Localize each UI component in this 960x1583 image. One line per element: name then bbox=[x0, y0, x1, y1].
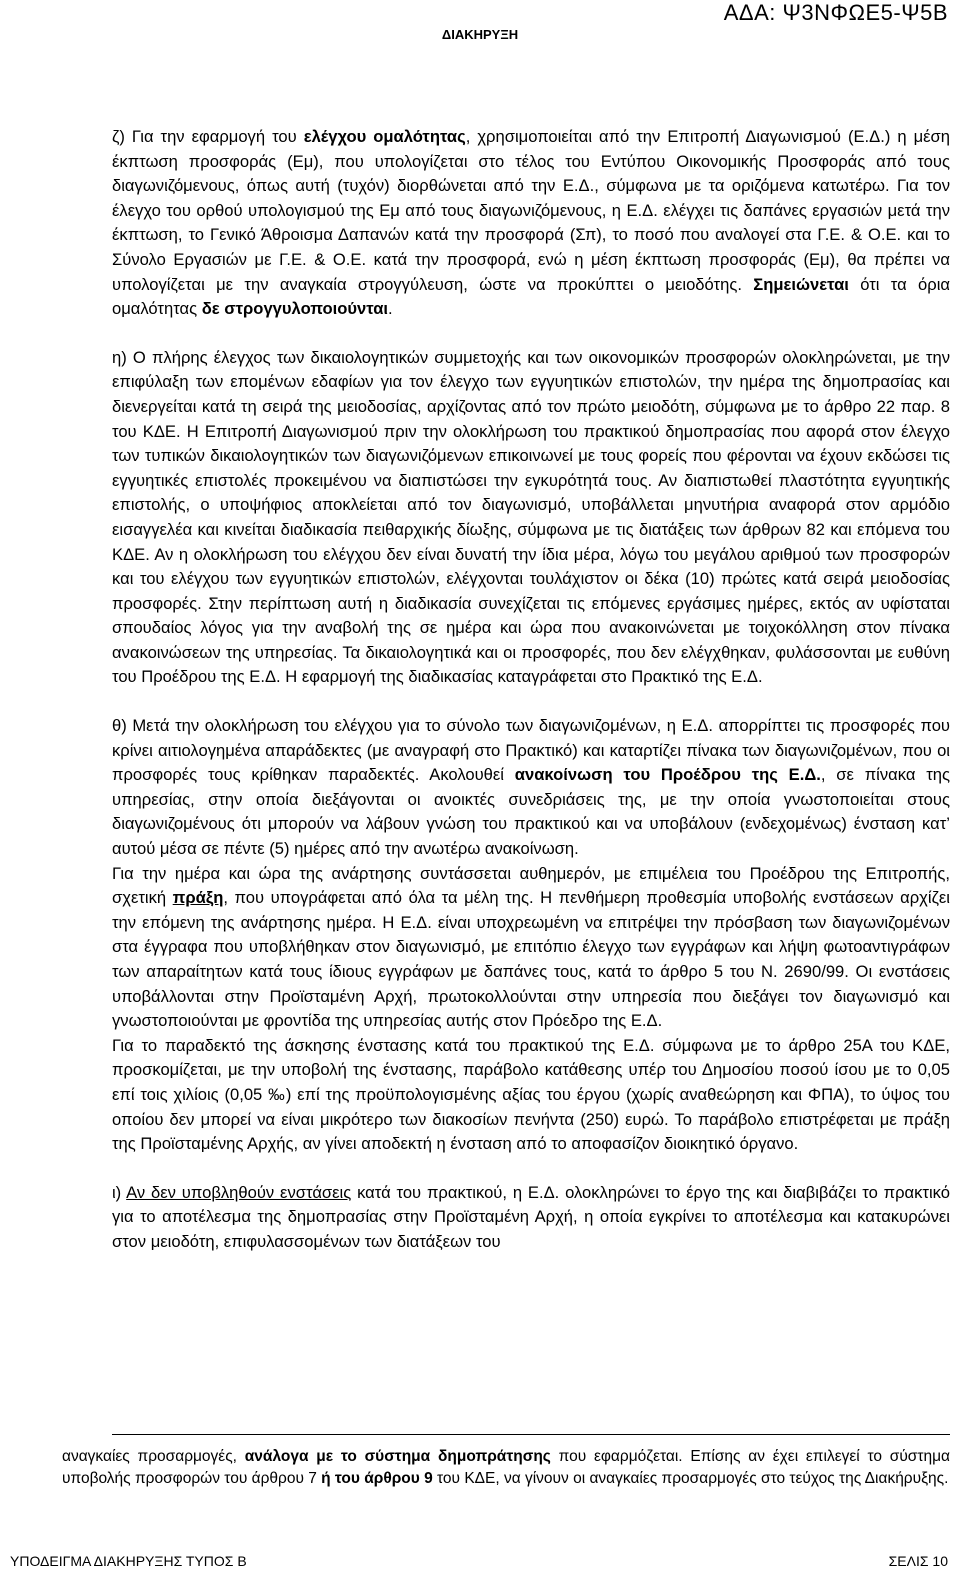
paragraph-th-2: Για την ημέρα και ώρα της ανάρτησης συντάσσεται αυθημερόν, με επιμέλεια του Προέδρου της Επιτροπής, σχετική πράξη, που υπογράφεται από όλα τα μέλη της. Η πενθήμερη προθεσμία υποβολής ενστάσεων αρχίζει την επόμενη της ανάρτησης ημέρα. Η Ε.Δ. είναι υποχρεωμένη να επιτρέψει την πρόσβαση των διαγωνιζομένων στα έγγραφα που υποβλήθηκαν στον διαγωνισμό, με επιτόπιο έλεγχο των εγγράφων και λήψη φωτοαντιγράφων των απαραίτητων κατά τους ίδιους εγγράφων με δαπάνες τους, κατά το άρθρο 5 του Ν. 2690/99. Οι ενστάσεις υποβάλλονται στην Προϊσταμένη Αρχή, πρωτοκολλούνται στην υπηρεσία που διεξάγει τον διαγωνισμό και γνωστοποιούνται με φροντίδα της υπηρεσίας αυτής στον Πρόεδρο της Ε.Δ. bbox=[112, 863, 950, 1031]
main-text bbox=[112, 125, 950, 1255]
footnote: αναγκαίες προσαρμογές, ανάλογα με το σύστημα δημοπράτησης που εφαρμόζεται. Επίσης αν έχει επιλεγεί το σύστημα υποβολής προσφορών του άρθρου 7 ή του άρθρου 9 του ΚΔΕ, να γίνουν οι αναγκαίες προσαρμογές στο τεύχος της Διακήρυξης. bbox=[62, 1448, 951, 1487]
paragraph-th: θ) Μετά την ολοκλήρωση του ελέγχου για το σύνολο των διαγωνιζομένων, η Ε.Δ. απορρίπτει τις προσφορές που κρίνει αιτιολογημένα απαράδεκτες (με αναγραφή στο Πρακτικό) και καταρτίζει πίνακα των διαγωνιζομένων, που οι προσφορές τους κρίθηκαν παραδεκτές. Ακολουθεί ανακοίνωση του Προέδρου της Ε.Δ., σε πίνακα της υπηρεσίας, στην οποία διεξάγονται οι ανοικτές συνεδριάσεις της, με την οποία γνωστοποιείται στους διαγωνιζομένους ότι μπορούν να λάβουν γνώση του πρακτικού και να υποβάλουν (ενδεχομένως) ένσταση κατ’ αυτού μέσα σε πέντε (5) ημέρες από την ανωτέρω ανακοίνωση. bbox=[112, 716, 951, 859]
footer-template-name: ΥΠΟΔΕΙΓΜΑ ΔΙΑΚΗΡΥΞΗΣ ΤΥΠΟΣ Β bbox=[10, 1553, 247, 1569]
paragraph-z: ζ) Για την εφαρμογή του ελέγχου ομαλότητας, χρησιμοποιείται από την Επιτροπή Διαγωνισμού (Ε.Δ.) η μέση έκπτωση προσφοράς (Εμ), που υπολογίζεται στο τέλος του Εντύπου Οικονομικής Προσφοράς από τους διαγωνιζόμενους, όπως αυτή (τυχόν) διορθώνεται από την Ε.Δ., σύμφωνα με τα οριζόμενα κατωτέρω. Για τον έλεγχο του ορθού υπολογισμού της Εμ από τους διαγωνιζόμενους, η Ε.Δ. ελέγχει τις δαπάνες εργασιών μετά την έκπτωση, το Γενικό Άθροισμα Δαπανών κατά την προσφορά (Σπ), το ποσό που αναλογεί στα Γ.Ε. & Ο.Ε. και το Σύνολο Εργασιών με Γ.Ε. & Ο.Ε. κατά την προσφορά, ενώ η μέση έκπτωση προσφοράς (Εμ), θα πρέπει να υπολογίζεται με την αναγκαία στρογγύλευση, ώστε να προκύπτει ο μειοδότης. Σημειώνεται ότι τα όρια ομαλότητας δε στρογγυλοποιούνται. bbox=[112, 127, 951, 319]
footnote-divider bbox=[112, 1434, 950, 1435]
ada-code: ΑΔΑ: Ψ3ΝΦΩΕ5-Ψ5Β bbox=[723, 0, 948, 25]
page-number: ΣΕΛΙΣ 10 bbox=[888, 1553, 948, 1569]
paragraph-i: ι) Αν δεν υποβληθούν ενστάσεις κατά του πρακτικού, η Ε.Δ. ολοκληρώνει το έργο της και διαβιβάζει το πρακτικό για το αποτέλεσμα της δημοπρασίας στην Προϊσταμένη Αρχή, η οποία εγκρίνει το αποτέλεσμα και κατακυρώνει στον μειοδότη, επιφυλασσομένων των διατάξεων του bbox=[112, 1182, 950, 1251]
document-title: ΔΙΑΚΗΡΥΞΗ bbox=[441, 27, 519, 42]
paragraph-th-3: Για το παραδεκτό της άσκησης ένστασης κατά του πρακτικού της Ε.Δ. σύμφωνα με το άρθρο 25Α του ΚΔΕ, προσκομίζεται, με την υποβολή της ένστασης, παράβολο κατάθεσης υπέρ του Δημοσίου ποσού ίσου με το 0,05 επί τοις χιλίοις (0,05 ‰) επί της προϋπολογισμένης αξίας του έργου (χωρίς αναθεώρηση και ΦΠΑ), το ύψος του οποίου δεν μπορεί να είναι μικρότερο των διακοσίων πενήντα (250) ευρώ. Το παράβολο επιστρέφεται με πράξη της Προϊσταμένης Αρχής, αν γίνει αποδεκτή η ένσταση από το αποφασίζον διοικητικό όργανο. bbox=[112, 1035, 950, 1154]
paragraph-h: η) Ο πλήρης έλεγχος των δικαιολογητικών συμμετοχής και των οικονομικών προσφορών ολοκληρώνεται, με την επιφύλαξη των επομένων εδαφίων για τον έλεγχο των εγγυητικών επιστολών, την ημέρα της δημοπρασίας και διενεργείται κατά τη σειρά της μειοδοσίας, αρχίζοντας από τον πρώτο μειοδότη, σύμφωνα με το άρθρο 22 παρ. 8 του ΚΔΕ. Η Επιτροπή Διαγωνισμού πριν την ολοκλήρωση του πρακτικού δημοπρασίας που αφορά στον έλεγχο των τυπικών δικαιολογητικών των διαγωνιζόμενων επικοινωνεί με τους φορείς που φέρονται να έχουν εκδώσει τις εγγυητικές επιστολές προκειμένου να διαπιστώσει την εγκυρότητά τους. Αν διαπιστωθεί πλαστότητα εγγυητικής επιστολής, ο υποψήφιος αποκλείεται από τον διαγωνισμό, υποβάλλεται μηνυτήρια αναφορά στον αρμόδιο εισαγγελέα και κινείται διαδικασία πειθαρχικής δίωξης, σύμφωνα με τις διατάξεις των άρθρων 82 και επόμενα του ΚΔΕ. Αν η ολοκλήρωση του ελέγχου δεν είναι δυνατή την ίδια μέρα, λόγω του μεγάλου αριθμού των προσφορών και του ελέγχου των εγγυητικών επιστολών, ελέγχονται τουλάχιστον οι δέκα (10) πρώτες κατά σειρά μειοδοσίας προσφορές. Στην περίπτωση αυτή η διαδικασία συνεχίζεται τις επόμενες εργάσιμες ημέρες, εκτός αν υφίσταται σπουδαίος λόγος για την αναβολή της σε ημέρα και ώρα που ανακοινώνεται με τοιχοκόλληση στον πίνακα ανακοινώσεων της υπηρεσίας. Τα δικαιολογητικά και οι προσφορές, που δεν ελέγχθηκαν, φυλάσσονται με ευθύνη του Προέδρου της Ε.Δ. Η εφαρμογή της διαδικασίας καταγράφεται στο Πρακτικό της Ε.Δ. bbox=[112, 347, 950, 687]
